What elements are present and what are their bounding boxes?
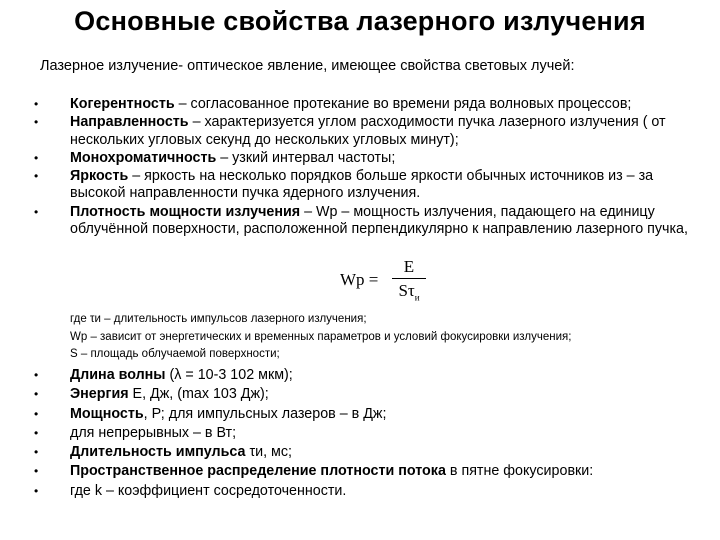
formula-numerator: E bbox=[403, 257, 415, 276]
parameter-desc: , Р; для импульсных лазеров – в Дж; bbox=[143, 405, 387, 422]
parameter-term: Длина волны bbox=[70, 367, 166, 383]
list-item bbox=[34, 150, 710, 167]
list-item bbox=[34, 204, 710, 239]
parameter-desc: где k – коэффициент сосредоточенности. bbox=[70, 482, 347, 499]
property-desc: – характеризуется углом расходимости пучка лазерного излучения ( от нескольких угловых секунд до нескольких угловых минут); bbox=[70, 114, 666, 148]
list-item bbox=[34, 405, 710, 424]
property-desc: – узкий интервал частоты; bbox=[216, 149, 396, 166]
list-item bbox=[34, 114, 710, 149]
formula-notes bbox=[70, 311, 710, 364]
property-term: Яркость bbox=[70, 168, 129, 185]
parameter-term: Энергия bbox=[70, 386, 129, 403]
property-desc: – Wp – мощность излучения, падающего на единицу облучённой поверхности, расположенной перпендикулярно к направлению лазерного пучка, bbox=[70, 203, 688, 238]
formula-denominator-sub: и bbox=[414, 292, 420, 303]
parameter-term: Мощность bbox=[70, 405, 144, 422]
list-item bbox=[34, 482, 710, 501]
slide-title: Основные свойства лазерного излучения bbox=[74, 6, 646, 36]
property-desc: – яркость на несколько порядков больше яркости обычных источников из – за высокой направленности пучка ядерного излучения. bbox=[70, 168, 654, 202]
parameter-term: Длительность импульса bbox=[70, 444, 246, 461]
property-term: Направленность bbox=[70, 114, 189, 131]
property-term: Когерентность bbox=[70, 96, 175, 112]
list-item bbox=[34, 385, 710, 404]
list-item bbox=[34, 462, 710, 481]
formula-fraction bbox=[392, 258, 426, 306]
formula-lhs: Wp = bbox=[340, 270, 379, 289]
parameters-list bbox=[34, 366, 710, 501]
list-item bbox=[34, 168, 710, 203]
list-item bbox=[34, 366, 710, 385]
note-line: Wp – зависит от энергетических и временных параметров и условий фокусировки излучения; bbox=[70, 330, 572, 343]
parameter-desc: в пятне фокусировки: bbox=[445, 463, 594, 480]
intro-text: Лазерное излучение- оптическое явление, имеющее свойства световых лучей: bbox=[40, 58, 575, 74]
list-item bbox=[34, 424, 710, 443]
property-desc: – согласованное протекание во времени ряда волновых процессов; bbox=[174, 96, 632, 112]
parameter-desc: τи, мс; bbox=[245, 444, 292, 461]
list-item bbox=[34, 443, 710, 462]
parameter-desc: Е, Дж, (max 103 Дж); bbox=[128, 386, 269, 403]
parameter-desc: (λ = 10-3 102 мкм); bbox=[165, 367, 293, 383]
note-line: где τи – длительность импульсов лазерного излучения; bbox=[70, 313, 367, 325]
fraction-bar bbox=[392, 278, 426, 279]
parameter-desc: для непрерывных – в Вт; bbox=[70, 424, 237, 441]
parameter-term: Пространственное распределение плотности потока bbox=[70, 463, 446, 480]
property-term: Плотность мощности излучения bbox=[70, 203, 301, 220]
properties-list bbox=[34, 96, 710, 239]
property-term: Монохроматичность bbox=[70, 149, 217, 166]
list-item bbox=[34, 96, 710, 113]
note-line: S – площадь облучаемой поверхности; bbox=[70, 348, 280, 360]
formula-denominator: $S\tau_и$ bbox=[398, 281, 420, 303]
